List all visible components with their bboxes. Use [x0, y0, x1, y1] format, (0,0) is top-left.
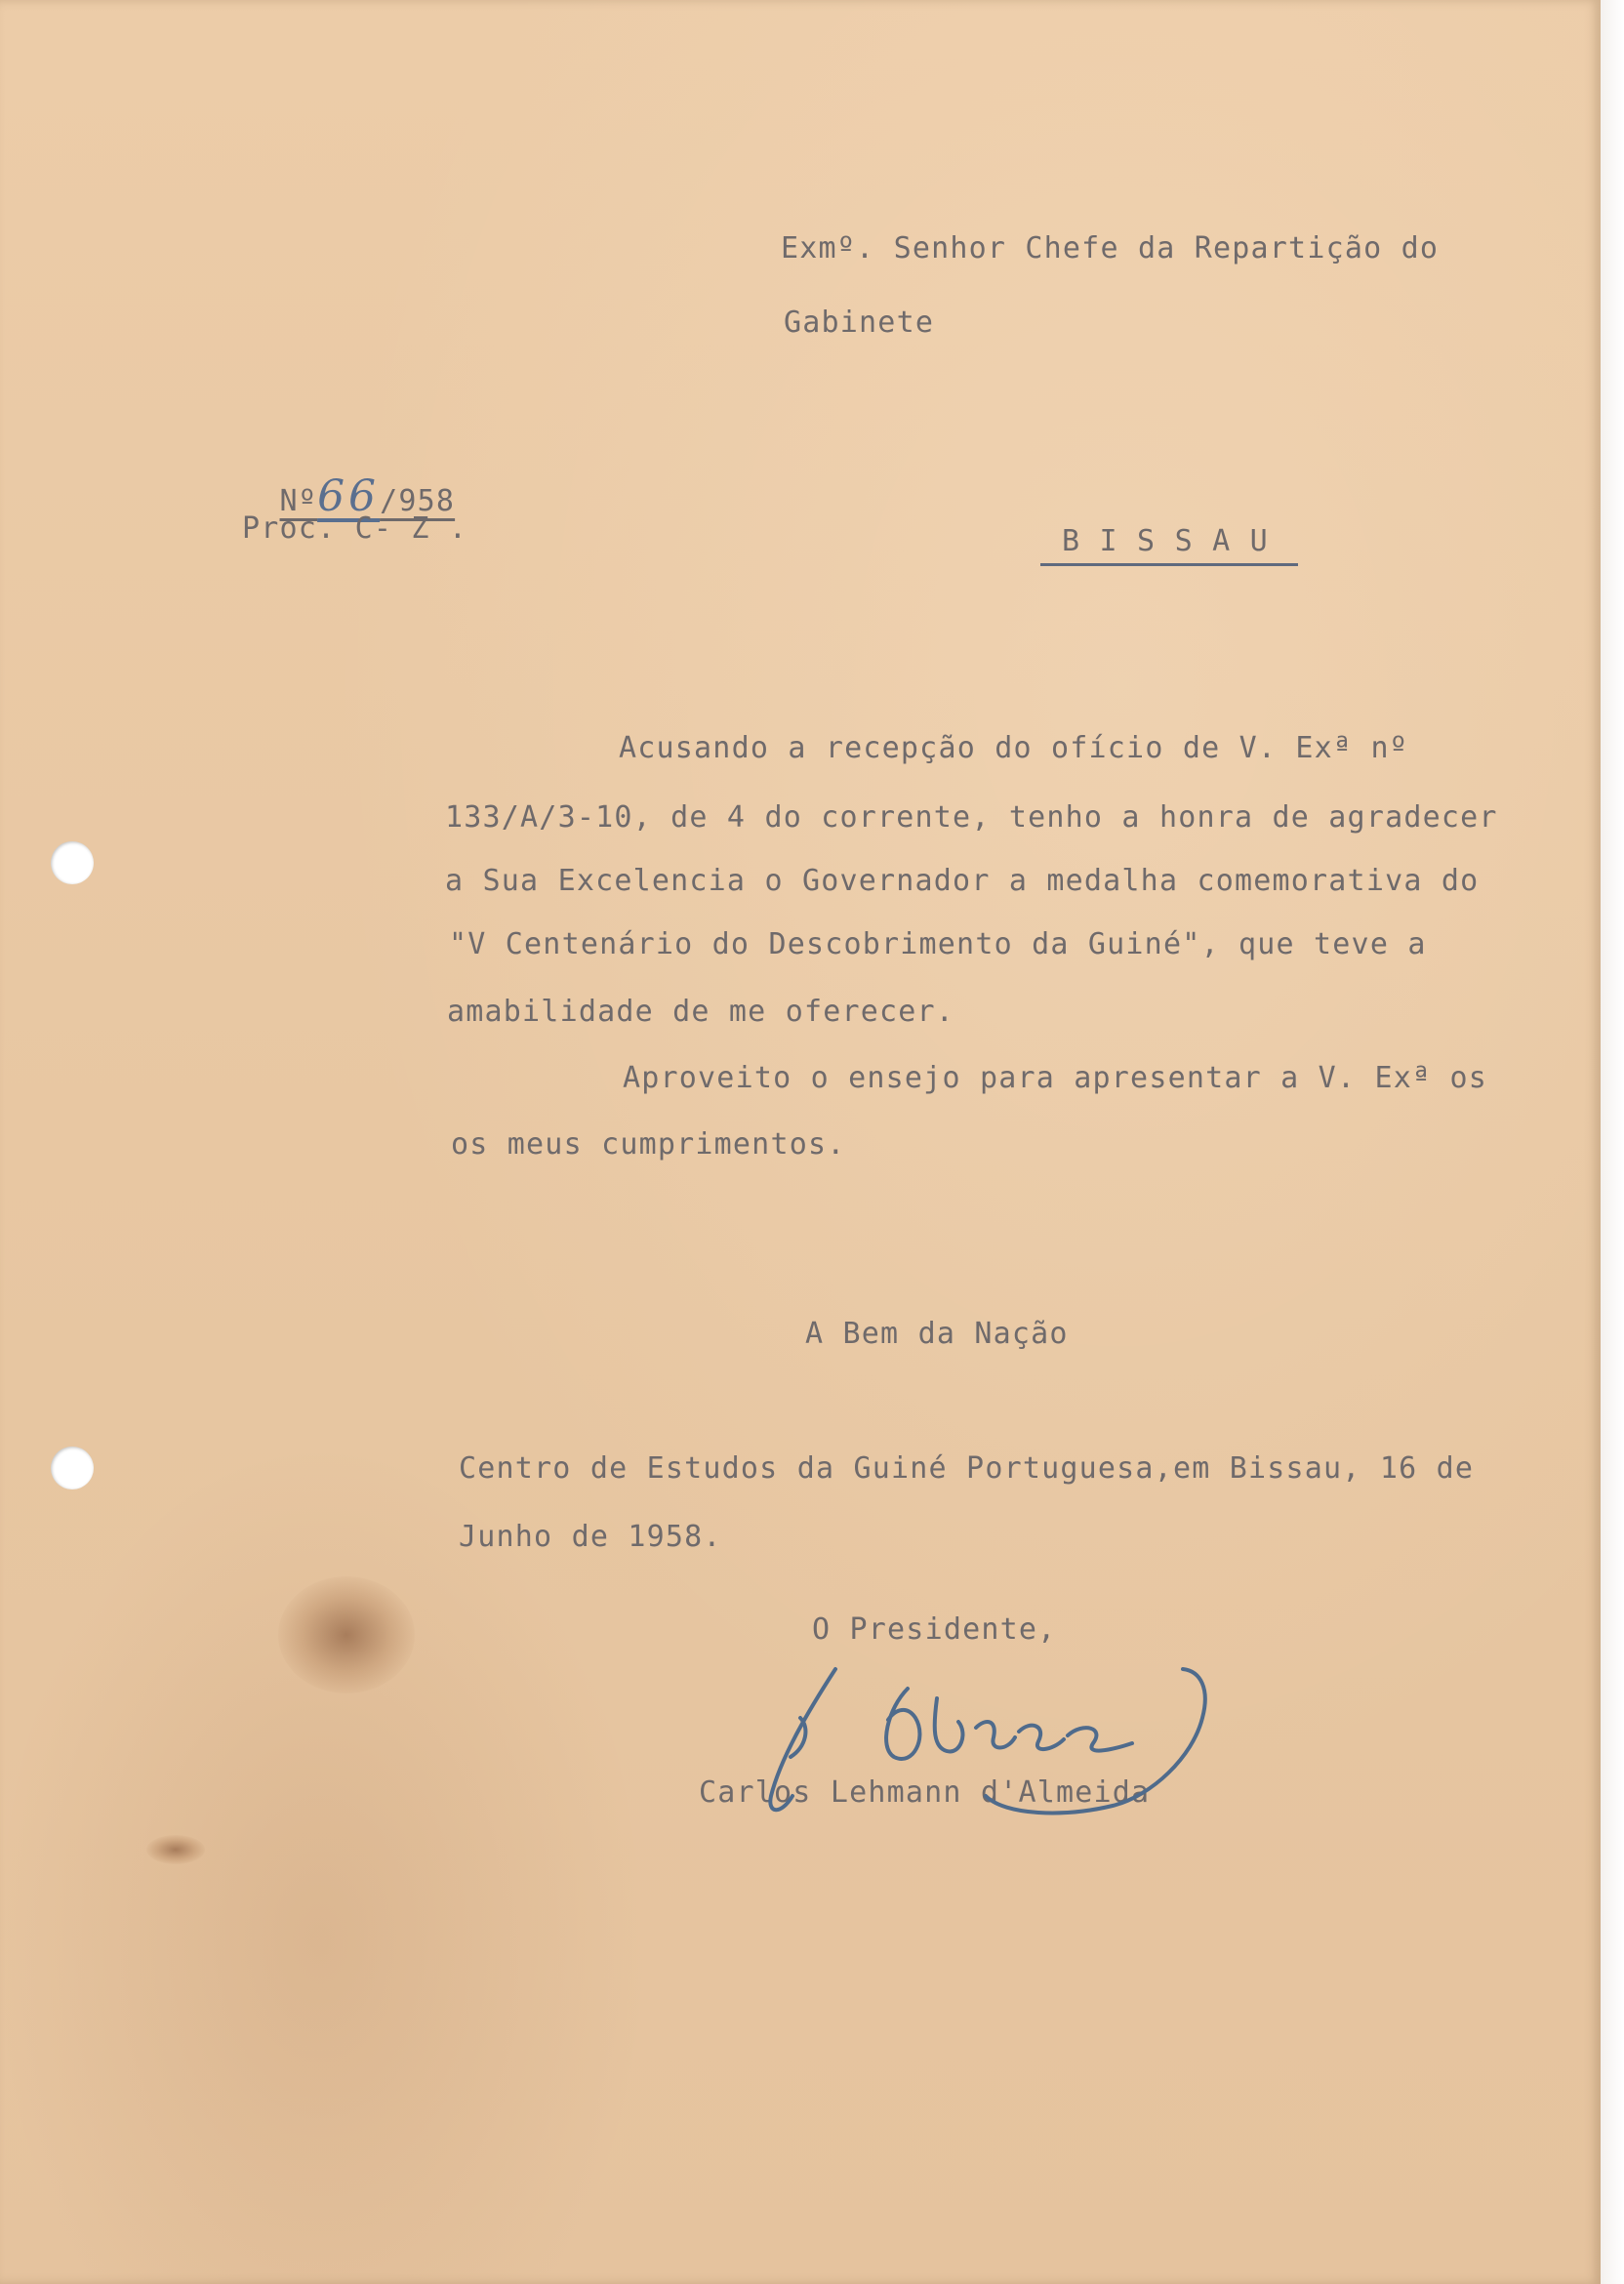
reference-number: [242, 446, 456, 521]
place-date-line-1: Centro de Estudos da Guiné Portuguesa,em Bissau, 16 de: [459, 1451, 1475, 1486]
punch-hole-top: [51, 841, 94, 884]
body-line-4: "V Centenário do Descobrimento da Guiné", que teve a: [449, 927, 1427, 961]
body-line-5: amabilidade de me oferecer.: [447, 995, 955, 1029]
stain-mark-small: [146, 1835, 205, 1864]
proc-reference: Proc. C- Z .: [242, 511, 468, 546]
handwritten-signature: [742, 1650, 1288, 1825]
addressee-line-1: Exmº. Senhor Chefe da Repartição do: [781, 231, 1440, 265]
city-underline: [1040, 563, 1298, 566]
page-edge: [1601, 0, 1624, 2284]
punch-hole-bottom: [51, 1447, 94, 1489]
addressee-line-2: Gabinete: [784, 306, 935, 340]
handwritten-number: 66: [317, 471, 381, 521]
city-title: B I S S A U: [1062, 524, 1269, 558]
stain-mark: [278, 1576, 415, 1693]
signatory-title: O Presidente,: [812, 1612, 1057, 1647]
closing-salutation: A Bem da Nação: [805, 1317, 1069, 1351]
body-line-7: os meus cumprimentos.: [451, 1127, 846, 1162]
body-line-1: Acusando a recepção do ofício de V. Exª nº: [619, 731, 1408, 765]
body-line-6: Aproveito o ensejo para apresentar a V. Exª os: [623, 1061, 1488, 1095]
signatory-name: Carlos Lehmann d'Almeida: [699, 1775, 1151, 1810]
place-date-line-2: Junho de 1958.: [459, 1520, 722, 1554]
body-line-2: 133/A/3-10, de 4 do corrente, tenho a honra de agradecer: [445, 800, 1498, 835]
number-prefix: Nº: [279, 484, 318, 518]
number-suffix: /958: [380, 484, 456, 518]
body-line-3: a Sua Excelencia o Governador a medalha comemorativa do: [445, 864, 1480, 898]
